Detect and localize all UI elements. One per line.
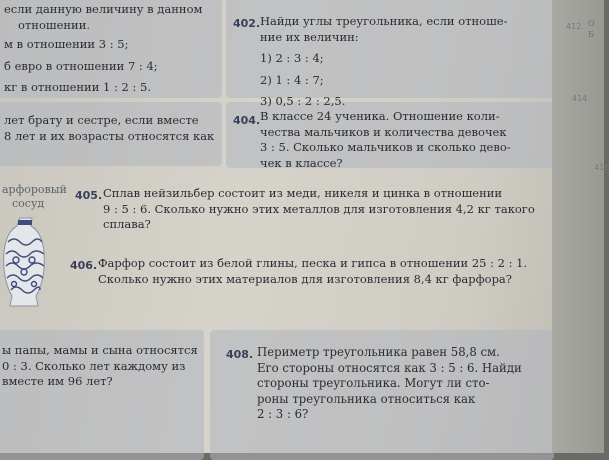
option: 1) 2 : 3 : 4; (260, 51, 324, 65)
line: роны треугольника относиться как (257, 391, 476, 406)
problem-405-text (103, 186, 535, 233)
option: 3) 0,5 : 2 : 2,5. (260, 94, 346, 108)
problem-number-412: 412. (566, 22, 584, 31)
line: 2 : 3 : 6? (257, 407, 309, 421)
line: В классе 24 ученика. Отношение коли- (260, 109, 500, 123)
line: сплава? (103, 217, 151, 231)
line: Сколько нужно этих материалов для изготовления 8,4 кг фарфора? (98, 271, 512, 286)
line: Его стороны относятся как 3 : 5 : 6. Найди (257, 360, 522, 375)
vase-caption (2, 183, 67, 211)
line: б евро в отношении 7 : 4; (4, 58, 158, 73)
line: сосуд (12, 197, 45, 210)
left-bottom-text (2, 343, 198, 390)
line: Б (588, 30, 594, 39)
line: стороны треугольника. Могут ли сто- (257, 376, 490, 390)
line: арфоровый (2, 183, 67, 196)
line: Сплав нейзильбер состоит из меди, никеля и цинка в отношении (103, 186, 503, 200)
problem-number-414: 414. (572, 94, 590, 103)
line: м в отношении 3 : 5; (4, 37, 129, 51)
line: Найди углы треугольника, если отноше- (260, 14, 508, 28)
problem-number-408: 408. (226, 348, 254, 361)
problem-406-text (98, 256, 527, 287)
line: 8 лет и их возрасты относятся как (4, 128, 215, 143)
line: лет брату и сестре, если вместе (4, 113, 199, 127)
option: 2) 1 : 4 : 7; (260, 72, 324, 87)
line: отношении. (18, 17, 91, 32)
problem-number-405: 405. (75, 189, 103, 202)
line: Фарфор состоит из белой глины, песка и гипса в отношении 25 : 2 : 1. (98, 256, 528, 270)
right-text-412 (588, 18, 595, 40)
problem-408-text (257, 345, 522, 423)
line: Периметр треугольника равен 58,8 см. (257, 345, 500, 359)
line: 9 : 5 : 6. Сколько нужно этих металлов для изготовления 4,2 кг такого (103, 201, 535, 216)
line: ы папы, мамы и сына относятся (2, 343, 198, 357)
line: 0 : 3. Сколько лет каждому из (2, 358, 186, 373)
line: чек в классе? (260, 155, 343, 170)
problem-number-404: 404. (233, 114, 261, 127)
line: если данную величину в данном (4, 2, 203, 16)
line: ние их величин: (260, 29, 359, 44)
problem-number-406: 406. (70, 259, 98, 272)
problem-402-text (260, 14, 507, 110)
line: 3 : 5. Сколько мальчиков и сколько дево- (260, 140, 511, 154)
problem-404-text (260, 109, 511, 171)
line: О (588, 19, 595, 28)
top-left-text (4, 2, 202, 96)
problem-number-402: 402. (233, 17, 261, 30)
line: чества мальчиков и количества девочек (260, 124, 507, 139)
line: кг в отношении 1 : 2 : 5. (4, 80, 151, 94)
line: вместе им 96 лет? (2, 374, 113, 388)
left-mid-text (4, 113, 214, 144)
adjacent-page (552, 0, 609, 453)
problem-number-416: 416 (594, 163, 609, 172)
porcelain-vase-image (2, 216, 46, 308)
